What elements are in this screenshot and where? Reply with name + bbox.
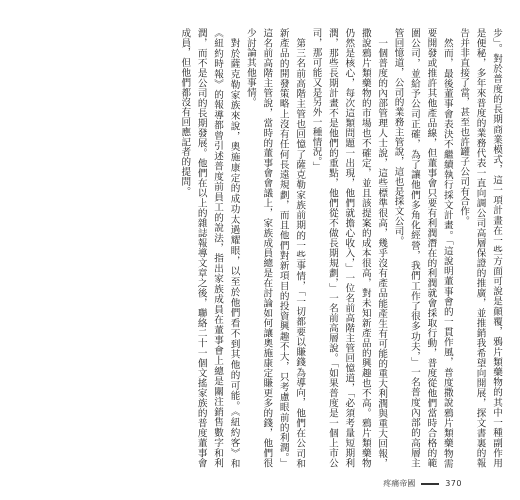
page-number: 370 — [445, 479, 462, 488]
paragraph: 第三名前高階主管也回憶了薩克勒家族前期的一些事情，「一切都要以賺錢為導向，他們在公司和新產品的開發策略上沒有任何長遠規劃，而且他們對新項目的投資興趣不大，只考慮眼前的利潤。」這名前高階主管說，當時的董事會會議上，家族成員總是在討論如何讓奧施康定賺更多的錢，他們很少討論其他事情。 — [244, 28, 306, 468]
running-title: 疼痛帝國 — [383, 479, 416, 488]
page-footer — [383, 478, 462, 489]
paragraph: 然而，最後董事會表決不繼續執行採文計畫。「這說明董事會的一貫作風，普度撒說鴉片類藥物需要開發或推許其他產品線，但董事會只要有利潤潛在的利潤就會採取行動，普度從他們當時合格的範圍公司，並給予公司正確，為了讓他們多角化經營，我們工作了很多功夫，」一名普度內部的高層主管回憶道，公司的業務主管說，這也是採文公司。 — [392, 28, 453, 468]
body-text — [16, 28, 504, 468]
paragraph: 步」。對於普度的長期商業模式，這一項計畫在一些方面可說是顛覆，鴉片類藥物的其中一種副作用是便秘，多年來普度的業務代表一直向調公司高層保證的推廣，並推銷我希望向開展，探文書裏的報告并非直接了當，甚至也許罐子公司有合作。 — [458, 28, 502, 468]
paragraph: 對於薩克勒家族來說，奧施康定的成功太過耀眼，以至於他們看不到其他的可能。《紐約客》和《紐約時報》的報導都曾引述普度前員工的說法，指出家族成員在董事會上總是關注銷售數字和利潤，而不是公司的長期發展。他們在以上的雜誌報導文章之後，聯絡二十一個文搖家族的普度董事會成員，但他們都沒有回應記者的提問。 — [179, 28, 240, 468]
paragraph: 一個普度的內部管理人士說，這些標準很高，幾乎沒有產品能產生有可能的重大利潤與重大回報，撒說鴉片類藥物的市場也不確定，並且該提案的成本很高，對未知新產品的興趣也不高。鴉片類藥物仍然是核心，每次這類問題一出現，他們就擔心收入，」一位名前高階主管回憶道，「必須考量短期利潤，那些長期計畫不是他們的重點，他們從不做長期規劃，」一名前高層說。「如果普度是一個上市公司，那可能又是另外一種情況。」 — [310, 28, 388, 468]
footer-rule — [421, 483, 439, 485]
